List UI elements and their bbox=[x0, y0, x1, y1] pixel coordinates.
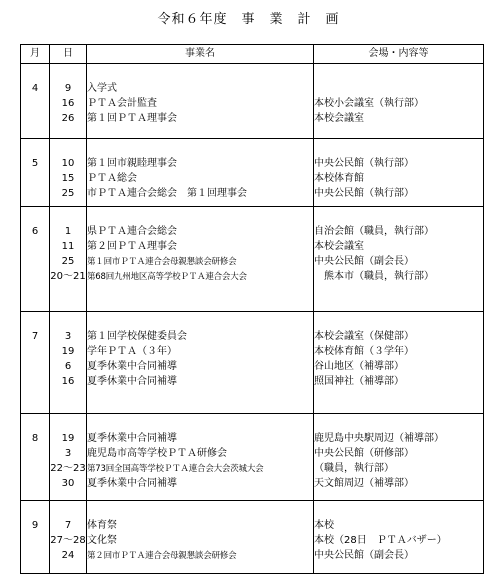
day-value: 1 bbox=[64, 226, 72, 237]
event-name: ＰＴＡ総会 bbox=[87, 173, 137, 184]
month-cell bbox=[21, 207, 50, 312]
venue-detail: 本校小会議室（執行部） bbox=[314, 98, 424, 109]
event-name: 夏季休業中合同補導 bbox=[87, 376, 177, 387]
month-cell bbox=[21, 501, 50, 574]
table-row bbox=[21, 64, 484, 139]
event-name: 第２回市ＰＴＡ連合会母親懇談会研修会 bbox=[87, 551, 237, 561]
day-cell bbox=[50, 139, 87, 207]
day-value: 20～21 bbox=[50, 271, 86, 282]
header-venue: 会場・内容等 bbox=[314, 45, 484, 64]
day-value: 10 bbox=[61, 158, 75, 169]
venue-cell bbox=[314, 139, 484, 207]
month-value: 6 bbox=[31, 226, 39, 237]
day-cell bbox=[50, 64, 87, 139]
event-cell bbox=[87, 64, 314, 139]
day-cell bbox=[50, 312, 87, 414]
venue-detail: 熊本市（職員，執行部） bbox=[314, 271, 434, 282]
month-value: 8 bbox=[31, 433, 39, 444]
day-cell bbox=[50, 414, 87, 501]
month-value: 9 bbox=[31, 520, 39, 531]
venue-detail: 中央公民館（副会長） bbox=[314, 550, 414, 561]
event-cell bbox=[87, 414, 314, 501]
venue-detail: 中央公民館（執行部） bbox=[314, 188, 414, 199]
venue-detail: 谷山地区（補導部） bbox=[314, 361, 404, 372]
event-name: 第１回ＰＴＡ理事会 bbox=[87, 113, 177, 124]
header-event: 事業名 bbox=[87, 45, 314, 64]
venue-detail: 中央公民館（研修部） bbox=[314, 448, 414, 459]
header-day: 日 bbox=[50, 45, 87, 64]
day-value: 6 bbox=[64, 361, 72, 372]
event-cell bbox=[87, 207, 314, 312]
event-name: 体育祭 bbox=[87, 520, 117, 531]
venue-detail: 本校 bbox=[314, 520, 334, 531]
table-row bbox=[21, 501, 484, 574]
venue-detail: （職員，執行部） bbox=[314, 463, 394, 474]
event-name: 夏季休業中合同補導 bbox=[87, 433, 177, 444]
document-title: 令和６年度 事 業 計 画 bbox=[157, 12, 340, 27]
table-row bbox=[21, 139, 484, 207]
venue-detail: 本校体育館 bbox=[314, 173, 364, 184]
venue-detail: 本校会議室 bbox=[314, 241, 364, 252]
month-cell bbox=[21, 312, 50, 414]
day-value: 25 bbox=[61, 188, 75, 199]
table-row bbox=[21, 207, 484, 312]
event-cell bbox=[87, 312, 314, 414]
event-name: 第２回ＰＴＡ理事会 bbox=[87, 241, 177, 252]
event-name: 市ＰＴＡ連合会総会 第１回理事会 bbox=[87, 188, 247, 199]
event-name: 鹿児島市高等学校ＰＴＡ研修会 bbox=[87, 448, 227, 459]
day-value: 24 bbox=[61, 550, 75, 561]
venue-cell bbox=[314, 64, 484, 139]
month-cell bbox=[21, 139, 50, 207]
venue-cell bbox=[314, 414, 484, 501]
venue-detail: 本校（28日 ＰＴＡバザー） bbox=[314, 535, 447, 546]
venue-cell bbox=[314, 501, 484, 574]
day-value: 19 bbox=[61, 433, 75, 444]
month-value: 7 bbox=[31, 331, 39, 342]
month-value: 4 bbox=[31, 83, 39, 94]
venue-detail: 照国神社（補導部） bbox=[314, 376, 404, 387]
event-name: ＰＴＡ会計監査 bbox=[87, 98, 157, 109]
venue-cell bbox=[314, 312, 484, 414]
venue-detail: 本校会議室 bbox=[314, 113, 364, 124]
day-value: 22～23 bbox=[50, 463, 86, 474]
day-value: 25 bbox=[61, 256, 75, 267]
day-value: 3 bbox=[64, 331, 72, 342]
day-cell bbox=[50, 207, 87, 312]
venue-detail: 中央公民館（副会長） bbox=[314, 256, 414, 267]
day-value: 16 bbox=[61, 98, 75, 109]
day-value: 7 bbox=[64, 520, 72, 531]
day-value: 30 bbox=[61, 478, 75, 489]
table-header-row bbox=[21, 45, 484, 64]
day-value: 16 bbox=[61, 376, 75, 387]
venue-detail: 自治会館（職員，執行部） bbox=[314, 226, 434, 237]
month-cell bbox=[21, 414, 50, 501]
month-value: 5 bbox=[31, 158, 39, 169]
event-name: 夏季休業中合同補導 bbox=[87, 361, 177, 372]
venue-detail: 天文館周辺（補導部） bbox=[314, 478, 414, 489]
event-cell bbox=[87, 139, 314, 207]
venue-detail: 鹿児島中央駅周辺（補導部） bbox=[314, 433, 444, 444]
day-value: 15 bbox=[61, 173, 75, 184]
venue-detail bbox=[314, 82, 483, 97]
venue-detail: 本校会議室（保健部） bbox=[314, 331, 414, 342]
event-name: 第68回九州地区高等学校ＰＴＡ連合会大会 bbox=[87, 272, 247, 282]
day-value: 11 bbox=[61, 241, 75, 252]
venue-cell bbox=[314, 207, 484, 312]
event-name: 入学式 bbox=[87, 83, 117, 94]
event-cell bbox=[87, 501, 314, 574]
event-name: 学年ＰＴＡ（３年） bbox=[87, 346, 177, 357]
day-value: 27～28 bbox=[50, 535, 86, 546]
venue-detail: 本校体育館（３学年） bbox=[314, 346, 414, 357]
day-cell bbox=[50, 501, 87, 574]
event-name: 文化祭 bbox=[87, 535, 117, 546]
day-value: 9 bbox=[64, 83, 72, 94]
event-name: 第１回市親睦理事会 bbox=[87, 158, 177, 169]
table-row bbox=[21, 312, 484, 414]
event-name: 第１回学校保健委員会 bbox=[87, 331, 187, 342]
event-name: 第73回全国高等学校ＰＴＡ連合会大会茨城大会 bbox=[87, 464, 264, 474]
venue-detail: 中央公民館（執行部） bbox=[314, 158, 414, 169]
day-value: 3 bbox=[64, 448, 72, 459]
event-plan-table bbox=[20, 44, 484, 574]
day-value: 26 bbox=[61, 113, 75, 124]
header-month: 月 bbox=[21, 45, 50, 64]
table-row bbox=[21, 414, 484, 501]
event-name: 県ＰＴＡ連合会総会 bbox=[87, 226, 177, 237]
day-value: 19 bbox=[61, 346, 75, 357]
event-name: 夏季休業中合同補導 bbox=[87, 478, 177, 489]
month-cell bbox=[21, 64, 50, 139]
table-body bbox=[21, 64, 484, 574]
event-name: 第１回市ＰＴＡ連合会母親懇談会研修会 bbox=[87, 257, 237, 267]
